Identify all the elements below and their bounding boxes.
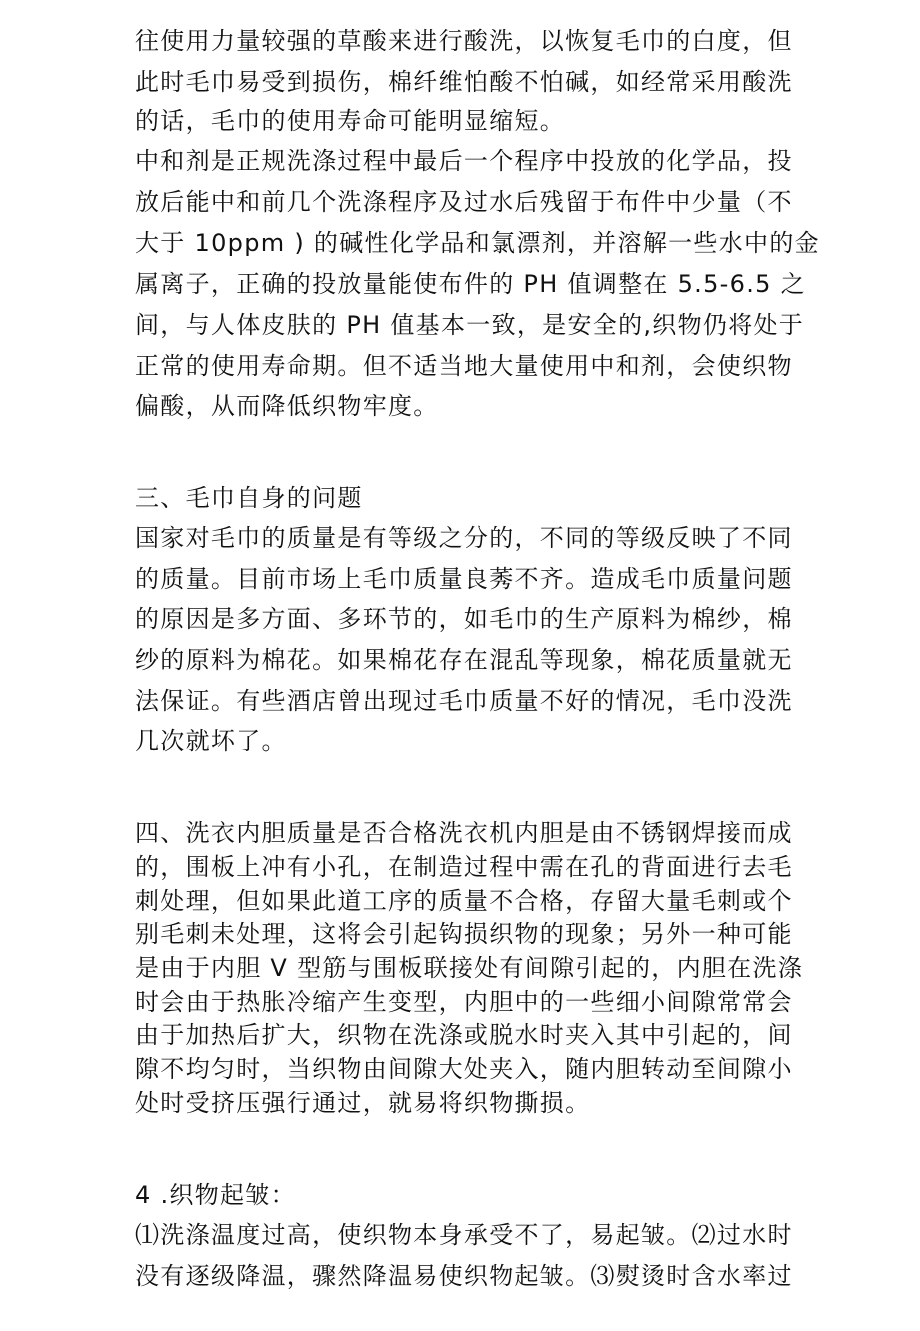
text-line: 时会由于热胀冷缩产生变型，内胆中的一些细小间隙常常会 — [135, 988, 793, 1016]
text-line: 法保证。有些酒店曾出现过毛巾质量不好的情况，毛巾没洗 — [135, 687, 793, 715]
text-line: 间，与人体皮肤的 PH 值基本一致，是安全的,织物仍将处于 — [135, 311, 805, 339]
text-line: 纱的原料为棉花。如果棉花存在混乱等现象，棉花质量就无 — [135, 646, 793, 674]
text-line: 是由于内胆 V 型筋与围板联接处有间隙引起的，内胆在洗涤 — [135, 954, 804, 982]
text-line: 没有逐级降温，骤然降温易使织物起皱。⑶熨烫时含水率过 — [135, 1262, 793, 1290]
text-line: 往使用力量较强的草酸来进行酸洗，以恢复毛巾的白度，但 — [135, 27, 793, 55]
text-line: 别毛刺未处理，这将会引起钩损织物的现象；另外一种可能 — [135, 920, 793, 948]
section-heading: 4 .织物起皱： — [135, 1181, 296, 1209]
text-line: 属离子，正确的投放量能使布件的 PH 值调整在 5.5-6.5 之 — [135, 270, 806, 298]
text-line: 隙不均匀时，当织物由间隙大处夹入，随内胆转动至间隙小 — [135, 1055, 793, 1083]
text-line: 中和剂是正规洗涤过程中最后一个程序中投放的化学品，投 — [135, 147, 793, 175]
text-line: 四、洗衣内胆质量是否合格洗衣机内胆是由不锈钢焊接而成 — [135, 819, 793, 847]
text-line: 的原因是多方面、多环节的，如毛巾的生产原料为棉纱，棉 — [135, 605, 793, 633]
text-line: 放后能中和前几个洗涤程序及过水后残留于布件中少量（不 — [135, 188, 793, 216]
text-line: 的质量。目前市场上毛巾质量良莠不齐。造成毛巾质量问题 — [135, 565, 793, 593]
text-line: 刺处理，但如果此道工序的质量不合格，存留大量毛刺或个 — [135, 887, 793, 915]
text-line: 的话，毛巾的使用寿命可能明显缩短。 — [135, 107, 566, 135]
section-heading: 三、毛巾自身的问题 — [135, 484, 363, 512]
text-line: 国家对毛巾的质量是有等级之分的，不同的等级反映了不同 — [135, 524, 793, 552]
text-line: 大于 10ppm ) 的碱性化学品和氯漂剂，并溶解一些水中的金 — [135, 229, 820, 257]
text-line: 几次就坏了。 — [135, 727, 287, 755]
text-line: 的，围板上冲有小孔，在制造过程中需在孔的背面进行去毛 — [135, 853, 793, 881]
text-line: ⑴洗涤温度过高，使织物本身承受不了，易起皱。⑵过水时 — [135, 1221, 793, 1249]
text-line: 正常的使用寿命期。但不适当地大量使用中和剂，会使织物 — [135, 352, 793, 380]
text-line: 此时毛巾易受到损伤，棉纤维怕酸不怕碱，如经常采用酸洗 — [135, 68, 793, 96]
text-line: 处时受挤压强行通过，就易将织物撕损。 — [135, 1089, 591, 1117]
text-line: 由于加热后扩大，织物在洗涤或脱水时夹入其中引起的，间 — [135, 1021, 793, 1049]
text-line: 偏酸，从而降低织物牢度。 — [135, 392, 439, 420]
